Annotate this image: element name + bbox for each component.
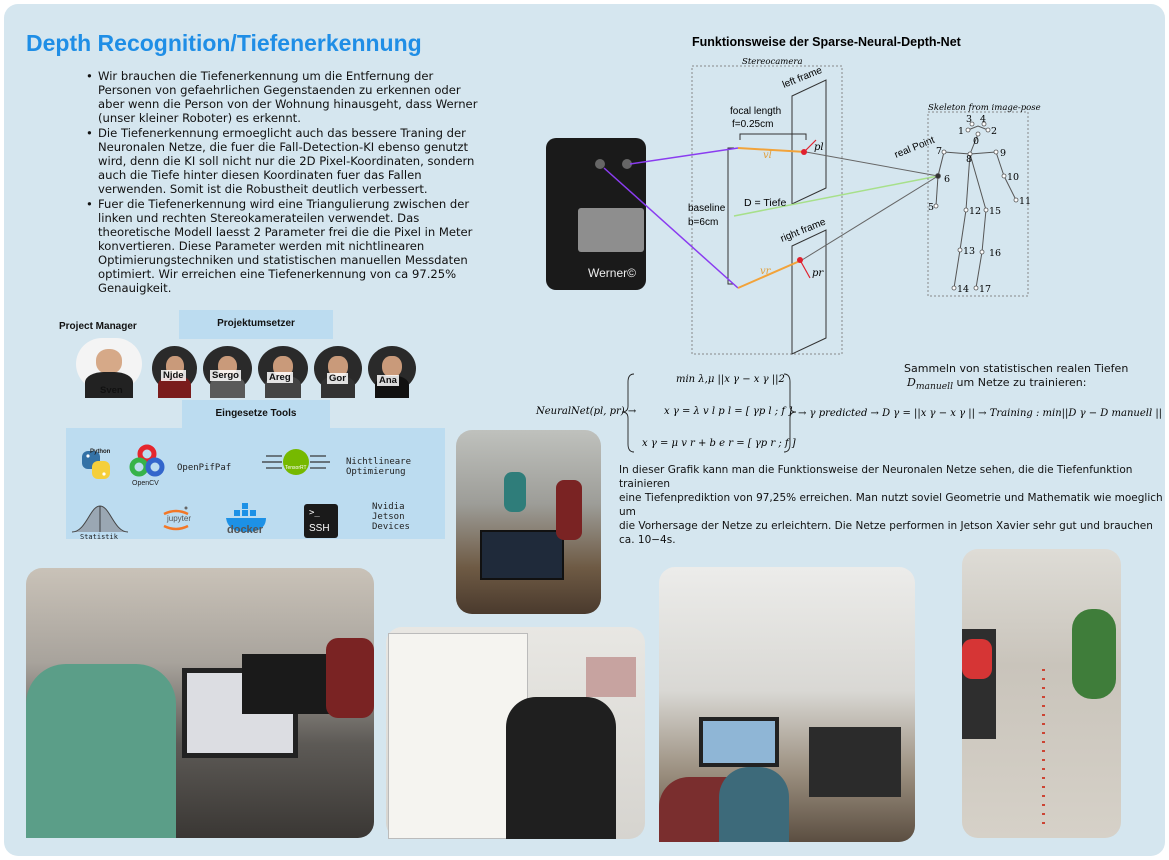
implementers-label: Projektumsetzer: [179, 310, 333, 339]
vr-label: vr: [760, 266, 771, 277]
photo-workstation: [26, 568, 374, 838]
baseline-label: baseline: [688, 203, 726, 214]
svg-text:7: 7: [936, 146, 943, 157]
avatar-label-gor: Gor: [329, 373, 346, 384]
avatar-areg: [258, 346, 308, 391]
avatar-label-sergo: Sergo: [212, 370, 239, 381]
collect-line-2: $D_{manuell}$ um Netze zu trainieren:: [907, 376, 1087, 393]
svg-text:10: 10: [1007, 172, 1020, 183]
svg-text:13: 13: [963, 246, 976, 257]
docker-label: docker: [227, 524, 264, 536]
svg-text:15: 15: [989, 206, 1002, 217]
svg-text:0: 0: [973, 136, 980, 147]
statistik-icon: [72, 506, 128, 532]
pl-label: pl: [814, 142, 824, 153]
page-title: Depth Recognition/Tiefenerkennung: [26, 30, 422, 56]
formula-rhs: → γ predicted → D γ = ||x γ − x γ || → Training : min||D γ − D manuell ||: [798, 408, 1163, 419]
svg-text:16: 16: [989, 248, 1002, 259]
description: In dieser Grafik kann man die Funktionsweise der Neuronalen Netze sehen, die die Tiefenfunktion trainieren eine Tiefenprediktion von 97,25% erreichen. Man nutzt soviel Geometrie und Mathematik wie moeglich um die Vorhersage der Netze zu erleichtern. Die Netze performen in Jetson Xavier sehr gut und brauchen ca. 10−4s.: [619, 464, 1163, 546]
jupyter-label: jupyter: [167, 514, 192, 523]
formula-line-2: x γ = λ v l p l = [ γp l ; f ]: [664, 406, 793, 417]
openpifpaf-label: OpenPifPaf: [177, 463, 232, 473]
svg-text:5: 5: [928, 202, 935, 213]
left-frame-label: left frame: [781, 64, 824, 91]
python-label: Python: [90, 449, 111, 455]
focal-length-label: focal length: [730, 106, 782, 117]
avatar-label-ana: Ana: [379, 375, 397, 386]
depth-line: [734, 176, 938, 216]
photo-whiteboard: [386, 627, 645, 839]
stereo-diagram: [534, 30, 1054, 360]
nvidia-label: Nvidia Jetson Devices: [372, 502, 410, 532]
formula-lhs: NeuralNet(pl, pr) →: [536, 406, 637, 417]
svg-text:4: 4: [980, 114, 987, 125]
avatar-label-sven: Sven: [100, 385, 123, 396]
avatar-sven: [76, 338, 142, 390]
left-ray: [630, 148, 738, 164]
bullet-list: [86, 69, 486, 296]
focal-length-value: f=0.25cm: [732, 119, 774, 130]
svg-text:9: 9: [1000, 148, 1007, 159]
formula-block: [534, 368, 1163, 458]
skeleton-label: Skeleton from image-pose: [928, 103, 1041, 113]
depth-label: D = Tiefe: [744, 197, 787, 209]
photo-hallway: [962, 549, 1121, 838]
poster-board: [4, 4, 1165, 856]
stereocamera-label: Stereocamera: [742, 57, 803, 67]
right-frame-label: right frame: [779, 216, 828, 245]
bullet-item: • Fuer die Tiefenerkennung wird eine Triangulierung zwischen der linken und rechten Stereokamerateilen verwendet. Das theoretische Modell laesst 2 Parameter frei die die Pixel in Meter konvertieren. Diese Parameter werden mit nichtlinearen Optimierungstechniken und statistischen manuellen Messdaten optimiert. Wir erreichen eine Tiefenerkennung von ca 97.25% Genauigkeit.: [86, 197, 486, 295]
opencv-icon: [132, 447, 162, 474]
tools-box: [66, 428, 445, 539]
bullet-item: • Die Tiefenerkennung ermoeglicht auch das bessere Traning der Neuronalen Netze, die fuer die Fall-Detection-KI ebenso genutzt wird, denn die KI soll nicht nur die 2D Pixel-Koordinaten, sondern auch die Tiefe hinter diesen Koordinaten fuer das Fallen verwenden. Somit ist die Robustheit deutlich verbessert.: [86, 126, 486, 196]
collect-line-1: Sammeln von statistischen realen Tiefen: [904, 362, 1129, 375]
formula-line-3: x γ = μ v r + b e r = [ γp r ; f ]: [642, 438, 796, 449]
bullet-item: • Wir brauchen die Tiefenerkennung um die Entfernung der Personen von gefaehrlichen Gegenstaenden zu erkennen oder aber wenn die Person von der Wohnung hinausgeht, dass Werner (unser kleiner Roboter) es erkennt.: [86, 69, 486, 125]
project-manager-label: Project Manager: [59, 321, 137, 332]
opencv-label: OpenCV: [132, 480, 159, 487]
avatar-label-areg: Areg: [269, 372, 291, 383]
tools-label: Eingesetze Tools: [182, 400, 330, 430]
svg-text:11: 11: [1019, 196, 1032, 207]
real-point-label: real Point: [893, 134, 937, 161]
photo-room: [659, 567, 915, 842]
svg-text:>_: >_: [309, 508, 320, 518]
svg-text:14: 14: [957, 284, 970, 295]
ssh-label: SSH: [309, 523, 330, 534]
pr-label: pr: [812, 268, 824, 279]
avatar-label-njde: Njde: [163, 370, 184, 381]
svg-text:1: 1: [958, 126, 965, 137]
avatar-gor: [314, 346, 362, 391]
photo-team-table: [456, 430, 601, 614]
svg-text:8: 8: [966, 154, 973, 165]
svg-text:12: 12: [969, 206, 982, 217]
statistik-label: Statistik: [80, 533, 118, 541]
svg-text:6: 6: [944, 174, 951, 185]
diagram-title: Funktionsweise der Sparse-Neural-Depth-Net: [692, 35, 961, 49]
formula-min: min λ,μ ||x γ − x γ ||2: [676, 374, 785, 385]
baseline-value: b=6cm: [688, 217, 719, 228]
svg-text:2: 2: [991, 126, 998, 137]
tensorrt-label: TensorRT: [285, 465, 307, 471]
avatar-sergo: [203, 346, 252, 391]
camera-brand: Werner©: [588, 266, 636, 280]
avatar-njde: [152, 346, 197, 391]
svg-text:17: 17: [979, 284, 992, 295]
nonlinear-label: Nichtlineare Optimierung: [346, 457, 412, 477]
vl-label: vl: [763, 150, 772, 161]
svg-text:3: 3: [966, 114, 973, 125]
